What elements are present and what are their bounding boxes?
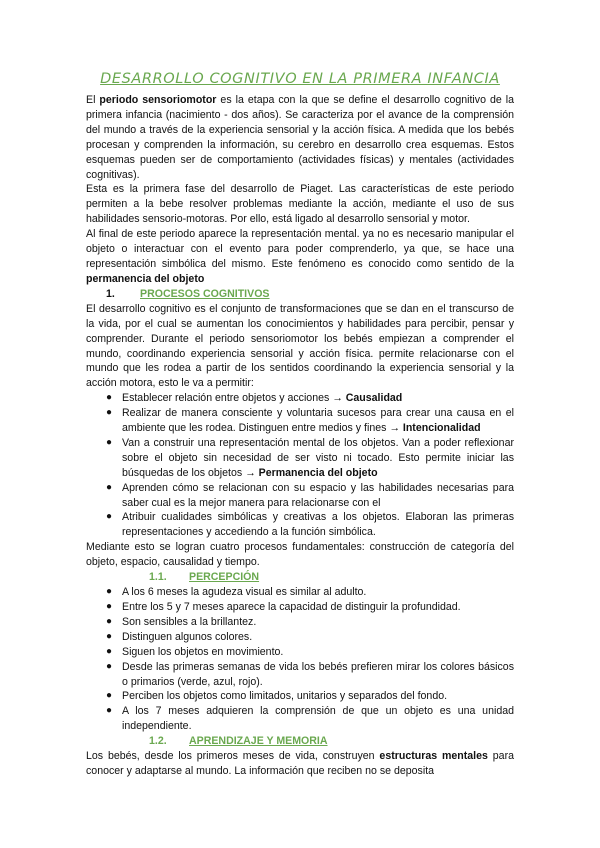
list-item-text: Perciben los objetos como limitados, unitarios y separados del fondo. [122,690,448,703]
bullet-icon: ● [106,690,113,702]
list-item-bold-term: Intencionalidad [402,422,481,435]
list-item-text: Realizar de manera consciente y voluntaria sucesos para crear una causa en el ambiente que les rodea. Distinguen entre medios y fines → [122,407,514,435]
bullet-icon: ● [106,660,113,672]
subsection-title: APRENDIZAJE Y MEMORIA [189,735,328,748]
section-heading-procesos [86,287,514,302]
bullet-icon: ● [106,601,113,612]
list-item [86,510,514,540]
list-item [86,704,514,734]
intro-text-a: El [86,94,100,106]
bullet-icon: ● [106,407,113,419]
subsection-title: PERCEPCIÓN [189,571,260,584]
list-item [86,689,514,704]
list-item [86,600,514,615]
list-item [86,391,514,406]
list-item-text: A los 7 meses adquieren la comprensión de que un objeto es una unidad independiente. [122,705,514,733]
processes-paragraph: Mediante esto se logran cuatro procesos fundamentales: construcción de categoría del objeto, espacio, causalidad y tiempo. [86,541,514,569]
section-number: 1. [106,287,115,300]
bullet-icon: ● [106,436,113,448]
list-item-text: Atribuir cualidades simbólicas y creativas a los objetos. Elaboran las primeras representaciones y accediendo a la función simbólica. [122,511,514,539]
list-item-text: Entre los 5 y 7 meses aparece la capacidad de distinguir la profundidad. [122,601,461,613]
bullet-icon: ● [106,615,113,627]
learning-paragraph [86,749,514,779]
representation-bold-term: permanencia del objeto [86,272,205,285]
list-item [86,615,514,630]
intro-bold-term: periodo sensoriomotor [99,94,217,106]
list-item-bold-term: Causalidad [345,392,403,405]
list-item [86,585,514,600]
list-item [86,630,514,645]
list-item [86,481,514,511]
list-item-text: Son sensibles a la brillantez. [122,615,257,628]
cognitive-paragraph: El desarrollo cognitivo es el conjunto de transformaciones que se dan en el transcurso de la vida, por el cual se aumentan los conocimientos y habilidades para percibir, pensar y comprender. Durante el periodo sensoriomotor los bebés empiezan a comprender el mundo, coordinando experiencia sensorial y acción física. permite relacionarse con el mundo que les rodea a partir de los sentidos coordinando la experiencia sensorial y la acción motora, esto le va a permitir: [86,302,514,390]
intro-paragraph [86,93,514,182]
representation-text: Al final de este periodo aparece la representación mental. ya no es necesario manipular el objeto o interactuar con el evento para poder comprenderlo, ya que, se hace una representación simbólica del mismo. Este fenómeno es conocido como sentido de la [86,228,514,270]
bullet-icon: ● [106,586,113,598]
bullet-icon: ● [106,511,113,523]
representation-paragraph [86,227,514,287]
list-item-text: Van a construir una representación mental de los objetos. Van a poder reflexionar sobre el objeto sin necesidad de ser visto ni tocado. Esto permite iniciar las búsquedas de los objetos → [122,436,514,479]
intro-text-b: es la etapa con la que se define el desarrollo cognitivo de la primera infancia (nacimiento - dos años). Se caracteriza por el avance de la comprensión del mundo a través de la experiencia sensorial y la acción física. A medida que los bebés procesan y comprenden la información, su cerebro en desarrollo crea esquemas. Estos esquemas pueden ser de comportamiento (actividades físicas) y mentales (actividades cognitivas). [86,94,514,181]
document-body [86,93,514,779]
list-item-text: A los 6 meses la agudeza visual es similar al adulto. [122,586,367,599]
bullet-icon: ● [106,630,113,642]
subsection-number: 1.1. [149,571,167,584]
learning-text-b: para conocer y adaptarse al mundo. La información que reciben no se deposita [86,750,514,778]
list-item-text: Establecer relación entre objetos y acciones → [122,392,346,405]
subsection-number: 1.2. [149,735,167,748]
list-item [86,645,514,660]
abilities-list [86,391,514,540]
learning-bold-term: estructuras mentales [379,750,488,763]
document-title: DESARROLLO COGNITIVO EN LA PRIMERA INFANCIA [100,71,500,87]
list-item-bold-term: Permanencia del objeto [258,466,378,479]
perception-list [86,585,514,734]
section-title: PROCESOS COGNITIVOS [140,287,270,300]
bullet-icon: ● [106,645,113,657]
bullet-icon: ● [106,481,113,493]
list-item-text: Siguen los objetos en movimiento. [122,645,284,658]
list-item [86,660,514,690]
list-item-text: Desde las primeras semanas de vida los bebés prefieren mirar los colores básicos o primarios (verde, azul, rojo). [122,660,514,688]
list-item-text: Aprenden cómo se relacionan con su espacio y las habilidades necesarias para saber cual es la mejor manera para relacionarse con el [122,481,514,509]
subsection-heading-aprendizaje [86,734,514,749]
bullet-icon: ● [106,392,113,404]
bullet-icon: ● [106,705,113,717]
subsection-heading-percepcion [86,570,514,585]
piaget-paragraph: Esta es la primera fase del desarrollo de Piaget. Las características de este periodo permiten a la bebe resolver problemas mediante la acción, mediante el uso de sus habilidades sensorio-motoras. Por ello, está ligado al desarrollo sensorial y motor. [86,183,514,226]
learning-text-a: Los bebés, desde los primeros meses de vida, construyen [86,750,380,763]
list-item [86,436,514,481]
list-item [86,406,514,436]
list-item-text: Distinguen algunos colores. [122,630,253,643]
